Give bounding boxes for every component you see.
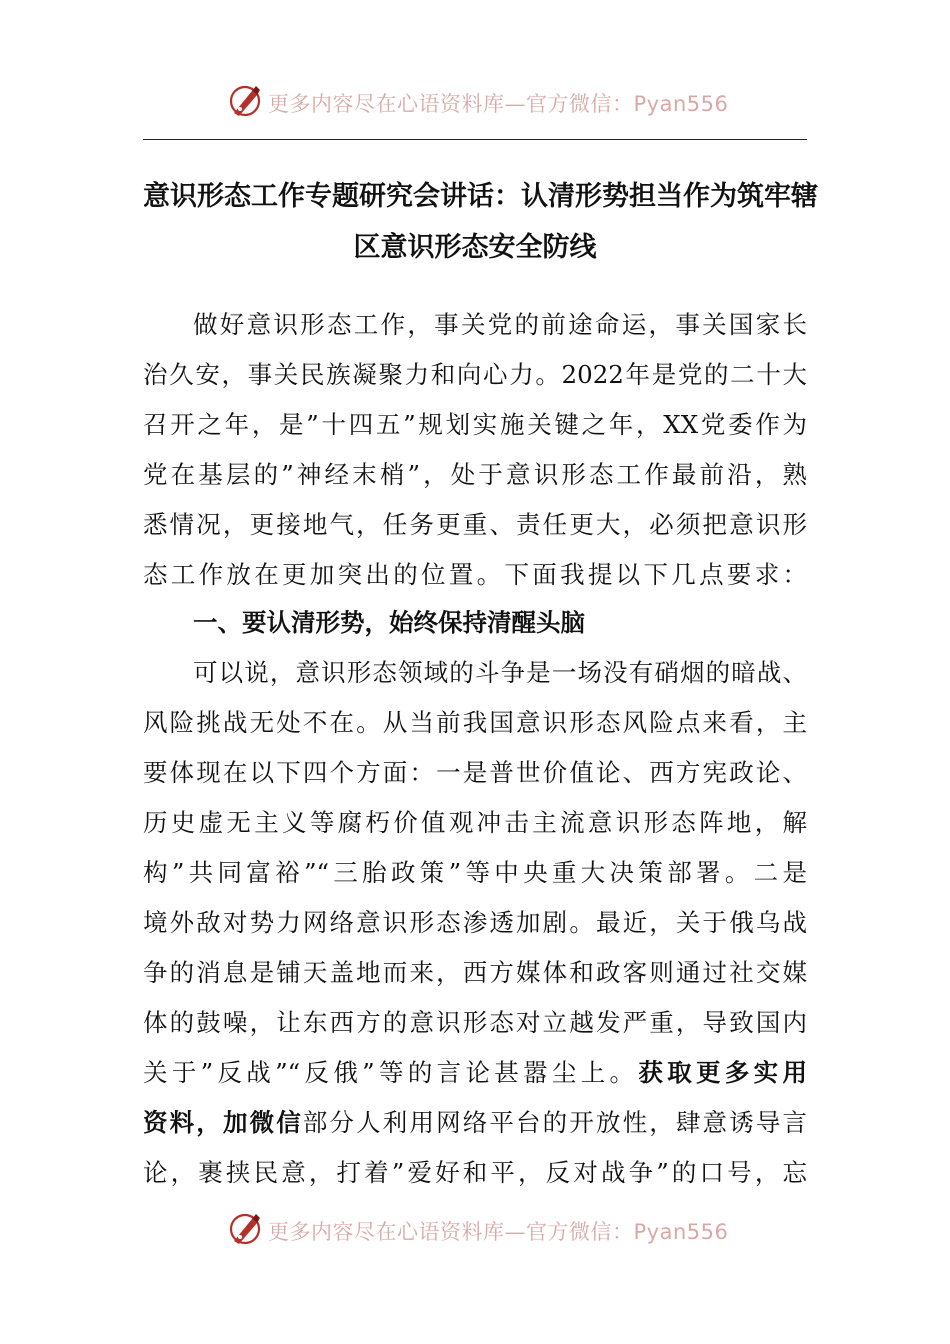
para1-line: 召开之年，是”十四五”规划实施关键之年，XX党委作为 bbox=[143, 410, 807, 439]
document-title-line-1: 意识形态工作专题研究会讲话：认清形势担当作为筑牢辖 bbox=[143, 181, 818, 212]
para2-text: 部分人利用网络平台的开放性，肆意诱导言 bbox=[302, 1108, 807, 1137]
top-watermark-header bbox=[0, 80, 950, 120]
para2-line: 构”共同富裕”“三胎政策”等中央重大决策部署。二是 bbox=[143, 858, 807, 887]
para2-line: 要体现在以下四个方面：一是普世价值论、西方宪政论、 bbox=[143, 758, 807, 787]
para2-text: 关于”反战”“反俄”等的言论甚嚣尘上。 bbox=[143, 1058, 639, 1087]
para2-line: 论，裹挟民意，打着”爱好和平，反对战争”的口号，忘 bbox=[143, 1158, 807, 1187]
header-divider bbox=[143, 139, 807, 140]
para2-line: 风险挑战无处不在。从当前我国意识形态风险点来看，主 bbox=[143, 708, 807, 737]
para2-line-mixed bbox=[143, 1104, 807, 1139]
pen-circle-logo-icon bbox=[228, 83, 264, 119]
para1-line: 做好意识形态工作，事关党的前途命运，事关国家长 bbox=[193, 310, 807, 339]
bottom-watermark-footer bbox=[0, 1208, 950, 1248]
pen-circle-logo-icon bbox=[228, 1211, 264, 1247]
section-heading-1: 一、要认清形势，始终保持清醒头脑 bbox=[193, 608, 585, 637]
para2-line: 境外敌对势力网络意识形态渗透加剧。最近，关于俄乌战 bbox=[143, 908, 807, 937]
promo-text: 加微信 bbox=[222, 1108, 303, 1137]
wechat-id: Pyan556 bbox=[633, 1220, 729, 1244]
para2-line: 可以说，意识形态领域的斗争是一场没有硝烟的暗战、 bbox=[193, 658, 807, 687]
promo-text: 获取更多实用 bbox=[638, 1058, 807, 1087]
para1-line: 治久安，事关民族凝聚力和向心力。2022年是党的二十大 bbox=[143, 360, 807, 389]
watermark-text bbox=[268, 88, 728, 118]
para1-line: 态工作放在更加突出的位置。下面我提以下几点要求： bbox=[143, 560, 807, 589]
watermark-text bbox=[268, 1216, 728, 1246]
para2-line: 历史虚无主义等腐朽价值观冲击主流意识形态阵地，解 bbox=[143, 808, 807, 837]
watermark-label: 更多内容尽在心语资料库—官方微信： bbox=[268, 92, 634, 116]
para1-line: 党在基层的”神经末梢”，处于意识形态工作最前沿，熟 bbox=[143, 460, 807, 489]
para2-line: 体的鼓噪，让东西方的意识形态对立越发严重，导致国内 bbox=[143, 1008, 807, 1037]
para1-line: 悉情况，更接地气，任务更重、责任更大，必须把意识形 bbox=[143, 510, 807, 539]
promo-text: 资料， bbox=[143, 1108, 223, 1137]
para2-line: 争的消息是铺天盖地而来，西方媒体和政客则通过社交媒 bbox=[143, 958, 807, 987]
wechat-id: Pyan556 bbox=[633, 92, 729, 116]
para2-line-mixed bbox=[143, 1054, 807, 1089]
watermark-label: 更多内容尽在心语资料库—官方微信： bbox=[268, 1220, 634, 1244]
document-title-line-2: 区意识形态安全防线 bbox=[353, 232, 597, 263]
